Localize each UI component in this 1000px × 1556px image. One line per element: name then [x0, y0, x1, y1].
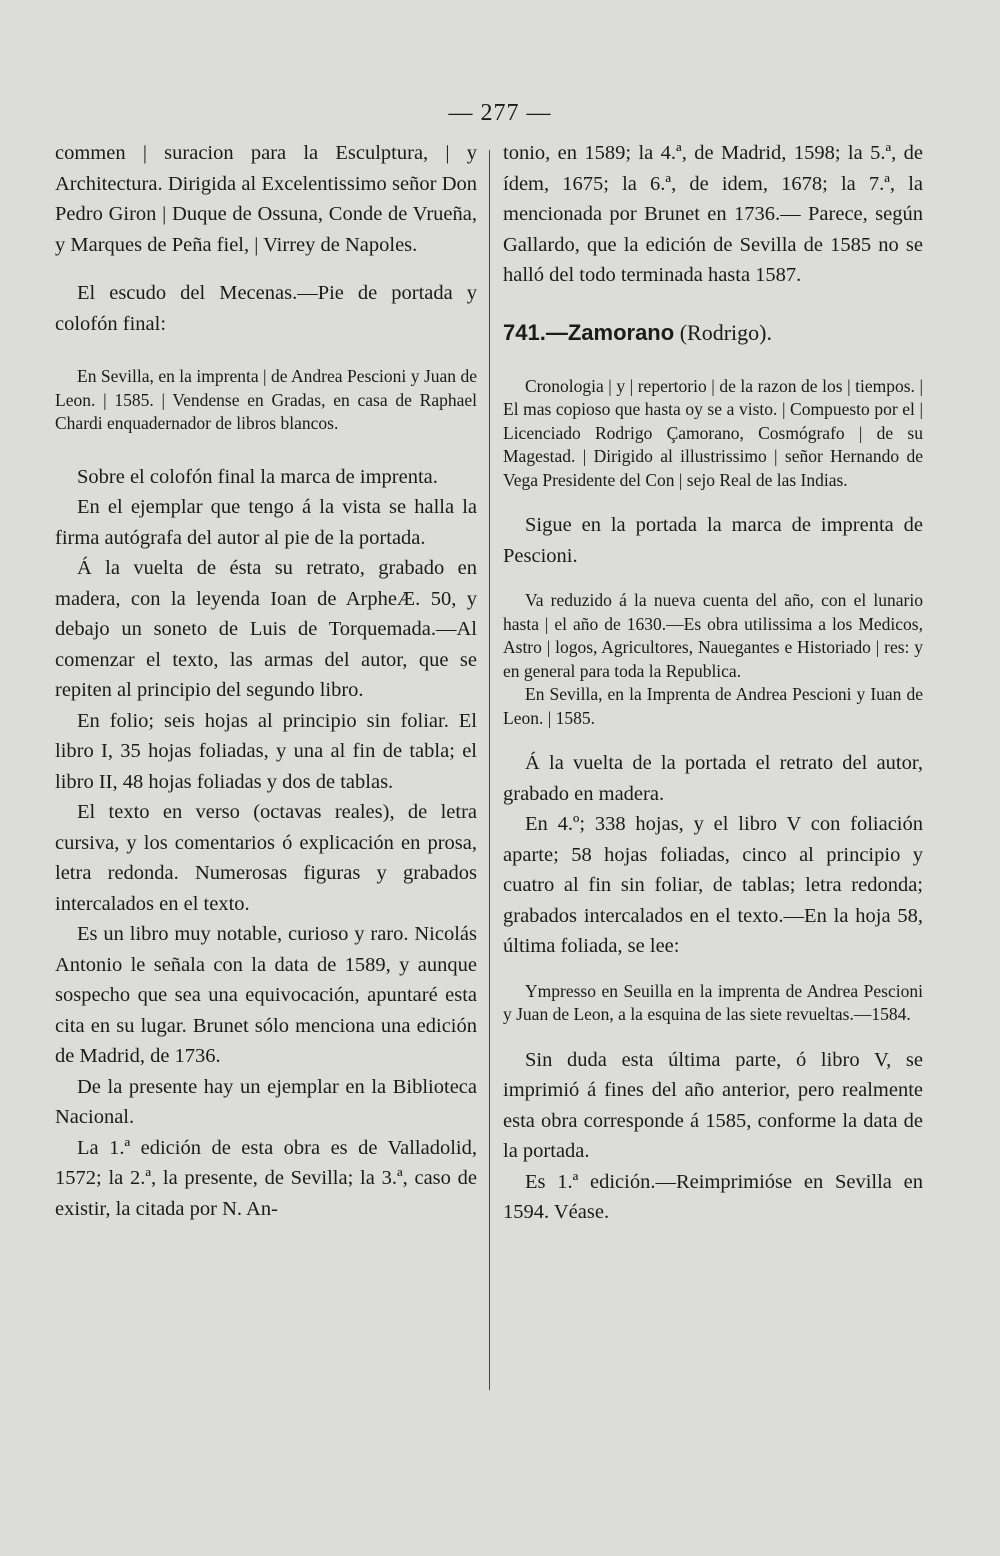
paragraph: El escudo del Mecenas.—Pie de portada y colofón final: [55, 282, 477, 335]
quotation: En Sevilla, en la Imprenta de Andrea Pescioni y Iuan de Leon. | 1585. [503, 684, 923, 728]
paragraph: En 4.º; 338 hojas, y el libro V con foliación aparte; 58 hojas foliadas, cinco al principio y cuatro al fin sin foliar, de tablas; letra redonda; grabados intercalados en el texto.—En la hoja 58, última foliada, se lee: [503, 813, 923, 957]
quotation: En Sevilla, en la imprenta | de Andrea Pescioni y Juan de Leon. | 1585. | Vendense en Gradas, en casa de Raphael Chardi enquadernador de libros blancos. [55, 366, 477, 433]
paragraph: Es un libro muy notable, curioso y raro. Nicolás Antonio le señala con la data de 1589, y aunque sospecho que sea una equivocación, apuntaré esta cita en su lugar. Brunet sólo menciona una edición de Madrid, de 1736. [55, 923, 477, 1067]
entry-heading [503, 317, 923, 349]
paragraph: Sobre el colofón final la marca de imprenta. [77, 465, 438, 488]
paragraph: La 1.ª edición de esta obra es de Valladolid, 1572; la 2.ª, la presente, de Sevilla; la 3.ª, caso de existir, la citada por N. An- [55, 1136, 477, 1220]
paragraph: Sigue en la portada la marca de imprenta de Pescioni. [503, 514, 923, 567]
quotation: Va reduzido á la nueva cuenta del año, con el lunario hasta | el año de 1630.—Es obra utilissima a los Medicos, Astro | logos, Agricultores, Nauegantes e Historiado | res: y en general para toda la Republica. [503, 590, 923, 681]
right-column [503, 138, 923, 1228]
paragraph: Á la vuelta de la portada el retrato del autor, grabado en madera. [503, 752, 923, 805]
paragraph: Á la vuelta de ésta su retrato, grabado en madera, con la leyenda Ioan de ArpheÆ. 50, y debajo un soneto de Luis de Torquemada.—Al comenzar el texto, las armas del autor, que se repiten al principio del segundo libro. [55, 557, 477, 701]
paragraph: El texto en verso (octavas reales), de letra cursiva, y los comentarios ó explicación en prosa, letra redonda. Numerosas figuras y grabados intercalados en el texto. [55, 801, 477, 915]
paragraph: De la presente hay un ejemplar en la Biblioteca Nacional. [55, 1075, 477, 1128]
page-number: — 277 — [448, 100, 552, 126]
entry-number: 741. [503, 319, 546, 345]
quotation: Cronologia | y | repertorio | de la razon de los | tiempos. | El mas copioso que hasta oy se a visto. | Compuesto por el | Licenciado Rodrigo Çamorano, Cosmógrafo | de su Magestad. | Dirigido al illustrissimo | señor Hernando de Vega Presidente del Con | sejo Real de las Indias. [503, 375, 923, 490]
entry-name: (Rodrigo). [674, 319, 772, 345]
paragraph: Sin duda esta última parte, ó libro V, se imprimió á fines del año anterior, pero realmente esta obra corresponde á 1585, conforme la data de la portada. [503, 1048, 923, 1162]
left-column [55, 138, 477, 1224]
column-divider [489, 150, 490, 1390]
paragraph: commen | suracion para la Esculptura, | y Architectura. Dirigida al Excelentissimo señor Don Pedro Giron | Duque de Ossuna, Conde de Vrueña, y Marques de Peña fiel, | Virrey de Napoles. [55, 142, 477, 256]
paragraph: En folio; seis hojas al principio sin foliar. El libro I, 35 hojas foliadas, y una al fin de tabla; el libro II, 48 hojas foliadas y dos de tablas. [55, 709, 477, 793]
paragraph: tonio, en 1589; la 4.ª, de Madrid, 1598; la 5.ª, de ídem, 1675; la 6.ª, de idem, 1678; la 7.ª, la mencionada por Brunet en 1736.— Parece, según Gallardo, que la edición de Sevilla de 1585 no se halló del todo terminada hasta 1587. [503, 142, 923, 286]
paragraph: Es 1.ª edición.—Reimprimióse en Sevilla en 1594. Véase. [503, 1170, 923, 1223]
entry-author: —Zamorano [545, 319, 675, 345]
paragraph: En el ejemplar que tengo á la vista se halla la firma autógrafa del autor al pie de la portada. [55, 496, 477, 549]
quotation: Ympresso en Seuilla en la imprenta de Andrea Pescioni y Juan de Leon, a la esquina de las siete revueltas.—1584. [503, 980, 923, 1024]
